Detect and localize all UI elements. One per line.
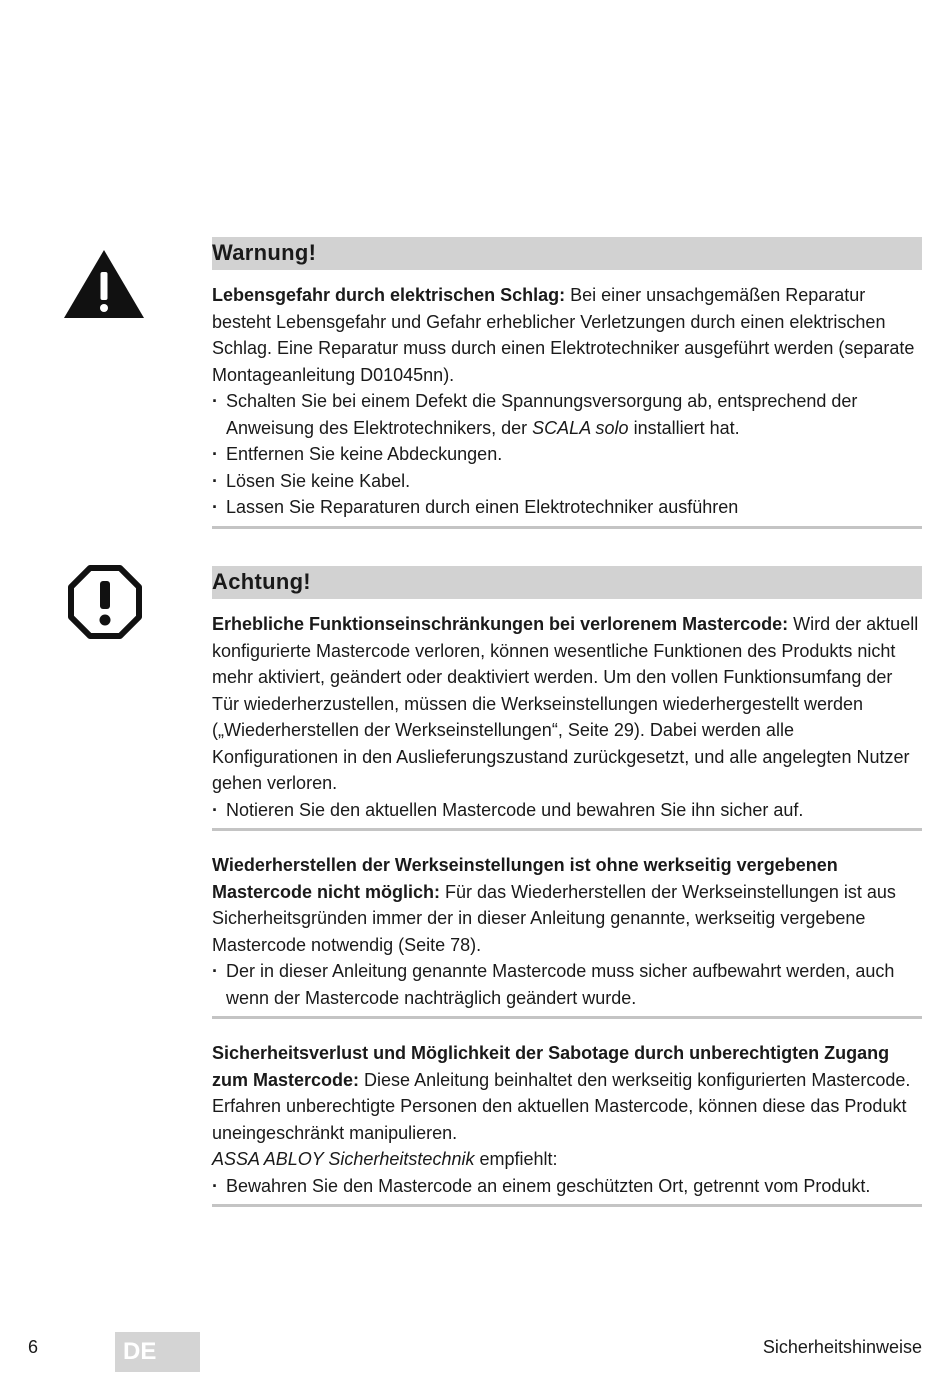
caution-block-2-bullets (212, 958, 922, 1011)
warning-title: Warnung! (212, 240, 317, 265)
warning-paragraph (212, 282, 922, 388)
warning-section (212, 237, 922, 529)
caution-block-2-paragraph: Wiederherstellen der Werkseinstellungen ist ohne werkseitig vergebenen Mastercode nicht möglich: Für das Wiederherstellen der Werkseinstellungen ist aus Sicherheitsgründen immer der in dieser Anleitung genannte, werkseitig vergebene Mastercode notwendig (Seite 78). (212, 855, 896, 955)
caution-section (212, 566, 922, 1207)
caution-divider-1 (212, 828, 922, 831)
caution-divider-3 (212, 1204, 922, 1207)
warning-body (212, 282, 922, 521)
page-number: 6 (28, 1337, 39, 1357)
language-tab: DE (115, 1332, 200, 1372)
caution-block-2 (212, 852, 922, 1011)
caution-block-1-paragraph: Erhebliche Funktionseinschränkungen bei verlorenem Mastercode: Wird der aktuell konfigurierte Mastercode verloren, können wesentliche Funktionen des Produkts nicht mehr aktiviert, geändert oder deaktiviert werden. Um den vollen Funktionsumfang der Tür wiederherzustellen, müssen die Werkseinstellungen wiederhergestellt werden („Wiederherstellen der Werkseinstellungen“, Seite 29). Dabei werden alle Konfigurationen in den Auslieferungszustand zurückgesetzt, und alle angelegten Nutzer gehen verloren. (212, 614, 919, 793)
section-title: Sicherheitshinweise (762, 1337, 922, 1357)
warning-lead: Lebensgefahr durch elektrischen Schlag: (212, 285, 566, 305)
warning-bullet-4: · Lassen Sie Reparaturen durch einen Elektrotechniker ausführen (212, 494, 922, 521)
caution-block-1 (212, 611, 922, 823)
caution-block-3-recommendation: ASSA ABLOY Sicherheitstechnik empfiehlt: (212, 1149, 558, 1169)
warning-bullet-1: · Schalten Sie bei einem Defekt die Spannungsversorgung ab, entsprechend der Anweisung des Elektrotechnikers, der SCALA solo installiert hat. (212, 388, 922, 441)
caution-block-1-bullets (212, 797, 922, 824)
warning-text: Bei einer unsachgemäßen Reparatur besteht Lebensgefahr und Gefahr erheblicher Verletzungen durch einen elektrischen Schlag. Eine Reparatur muss durch einen Elektrotechniker ausgeführt werden (separate Montageanleitung D01045nn). (212, 285, 915, 385)
warning-bullet-list (212, 388, 922, 521)
warning-heading (212, 237, 922, 270)
caution-title: Achtung! (212, 569, 311, 594)
caution-block-3 (212, 1040, 922, 1199)
caution-block-1-bullet: · Notieren Sie den aktuellen Mastercode und bewahren Sie ihn sicher auf. (212, 797, 922, 824)
warning-bullet-3: · Lösen Sie keine Kabel. (212, 468, 922, 495)
caution-block-2-bullet: · Der in dieser Anleitung genannte Mastercode muss sicher aufbewahrt werden, auch wenn der Mastercode nachträglich geändert wurde. (212, 958, 922, 1011)
caution-heading (212, 566, 922, 599)
caution-divider-2 (212, 1016, 922, 1019)
caution-block-3-paragraph: Sicherheitsverlust und Möglichkeit der Sabotage durch unberechtigten Zugang zum Mastercode: Diese Anleitung beinhaltet den werkseitig konfigurierten Mastercode. Erfahren unberechtigte Personen den aktuellen Mastercode, können diese das Produkt uneingeschränkt manipulieren. (212, 1043, 911, 1143)
caution-block-3-bullets (212, 1173, 922, 1200)
warning-divider (212, 526, 922, 529)
warning-triangle-icon (62, 248, 146, 320)
caution-block-3-bullet: · Bewahren Sie den Mastercode an einem geschützten Ort, getrennt vom Produkt. (212, 1173, 922, 1200)
exclamation-octagon-icon (68, 565, 142, 639)
warning-bullet-2: · Entfernen Sie keine Abdeckungen. (212, 441, 922, 468)
